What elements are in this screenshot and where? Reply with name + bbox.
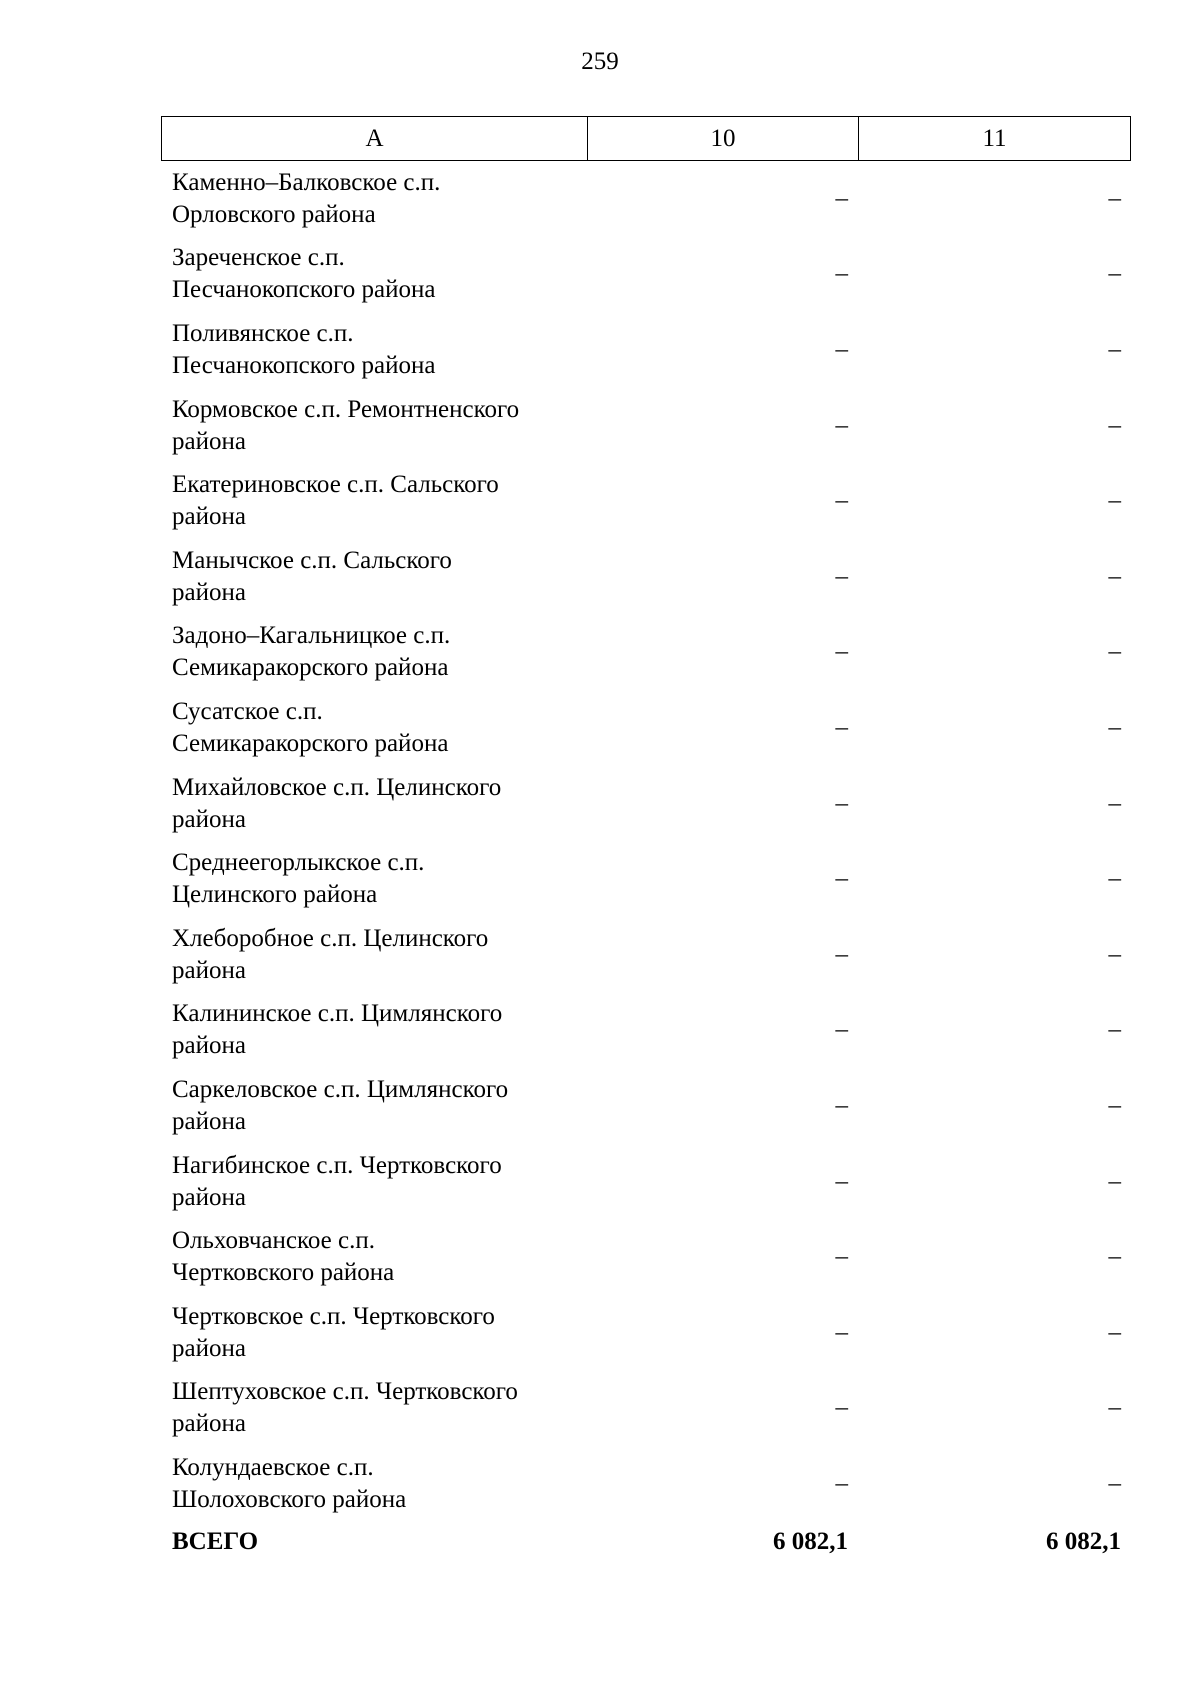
table-row	[161, 463, 1131, 539]
settlement-name-line1: Зареченское с.п.	[172, 244, 345, 272]
settlement-name-line2: района	[172, 578, 246, 606]
value-col-11: –	[1108, 940, 1121, 968]
value-col-11: –	[1108, 1016, 1121, 1044]
value-col-10: –	[835, 1469, 848, 1497]
settlement-name-line1: Сусатское с.п.	[172, 697, 323, 725]
settlement-name-line2: Целинского района	[172, 881, 378, 909]
value-col-10: –	[835, 1016, 848, 1044]
settlement-name	[161, 1452, 587, 1516]
settlement-name	[161, 1376, 587, 1440]
value-col-11: –	[1108, 1167, 1121, 1195]
value-col-10: –	[835, 184, 848, 212]
table-row	[161, 237, 1131, 313]
value-col-10: –	[835, 335, 848, 363]
value-col-10: –	[835, 1091, 848, 1119]
settlement-name-line1: Саркеловское с.п. Цимлянского	[172, 1075, 509, 1103]
settlement-name-line2: Песчанокопского района	[172, 351, 436, 379]
value-col-10: –	[835, 638, 848, 666]
settlement-name	[161, 696, 587, 760]
settlement-name	[161, 545, 587, 609]
table-row	[161, 1219, 1131, 1295]
table-row	[161, 539, 1131, 615]
value-col-11: –	[1108, 1318, 1121, 1346]
settlement-name	[161, 998, 587, 1062]
settlement-name-line2: района	[172, 805, 246, 833]
total-label: ВСЕГО	[172, 1527, 259, 1555]
value-col-11: –	[1108, 1243, 1121, 1271]
value-col-11: –	[1108, 260, 1121, 288]
value-col-11: –	[1108, 1469, 1121, 1497]
settlement-name-line1: Шептуховское с.п. Чертковского	[172, 1378, 518, 1406]
table-row	[161, 841, 1131, 917]
page-number: 259	[581, 48, 619, 75]
value-col-11: –	[1108, 638, 1121, 666]
settlement-name	[161, 1150, 587, 1214]
table-row	[161, 690, 1131, 766]
total-col-11: 6 082,1	[1046, 1527, 1121, 1555]
settlement-name	[161, 772, 587, 836]
table-row	[161, 766, 1131, 842]
table-row	[161, 1144, 1131, 1220]
settlement-name-line1: Колундаевское с.п.	[172, 1453, 374, 1481]
value-col-11: –	[1108, 713, 1121, 741]
settlement-name-line2: района	[172, 956, 246, 984]
table-row	[161, 312, 1131, 388]
table-row	[161, 1371, 1131, 1447]
budget-table	[161, 116, 1131, 1562]
settlement-name-line2: Шолоховского района	[172, 1485, 407, 1513]
settlement-name-line1: Нагибинское с.п. Чертковского	[172, 1151, 502, 1179]
settlement-name-line1: Михайловское с.п. Целинского	[172, 773, 502, 801]
settlement-name-line1: Задоно–Кагальницкое с.п.	[172, 622, 451, 650]
value-col-10: –	[835, 713, 848, 741]
value-col-10: –	[835, 411, 848, 439]
table-row	[161, 615, 1131, 691]
value-col-10: –	[835, 1394, 848, 1422]
settlement-name	[161, 167, 587, 231]
table-row	[161, 161, 1131, 237]
settlement-name	[161, 847, 587, 911]
settlement-name-line2: Чертковского района	[172, 1259, 395, 1287]
header-col-a: А	[162, 117, 588, 160]
settlement-name-line2: района	[172, 1183, 246, 1211]
settlement-name	[161, 1225, 587, 1289]
settlement-name-line1: Кормовское с.п. Ремонтненского	[172, 395, 520, 423]
settlement-name-line2: Семикаракорского района	[172, 654, 449, 682]
settlement-name-line1: Поливянское с.п.	[172, 319, 354, 347]
value-col-10: –	[835, 260, 848, 288]
settlement-name-line2: района	[172, 1032, 246, 1060]
total-col-10: 6 082,1	[773, 1527, 848, 1555]
table-row	[161, 1295, 1131, 1371]
table-row	[161, 388, 1131, 464]
settlement-name	[161, 1074, 587, 1138]
value-col-11: –	[1108, 1091, 1121, 1119]
value-col-11: –	[1108, 487, 1121, 515]
value-col-10: –	[835, 1318, 848, 1346]
value-col-10: –	[835, 487, 848, 515]
settlement-name-line2: района	[172, 503, 246, 531]
settlement-name-line2: района	[172, 1107, 246, 1135]
settlement-name	[161, 318, 587, 382]
value-col-10: –	[835, 1167, 848, 1195]
header-col-10: 10	[588, 117, 859, 160]
settlement-name-line2: района	[172, 1334, 246, 1362]
settlement-name-line1: Хлеборобное с.п. Целинского	[172, 924, 489, 952]
table-row	[161, 1446, 1131, 1522]
value-col-11: –	[1108, 789, 1121, 817]
settlement-name	[161, 620, 587, 684]
settlement-name	[161, 923, 587, 987]
settlement-name	[161, 394, 587, 458]
value-col-10: –	[835, 940, 848, 968]
header-col-11: 11	[982, 124, 1007, 152]
table-header	[161, 116, 1131, 161]
settlement-name-line2: Орловского района	[172, 200, 376, 228]
settlement-name-line1: Каменно–Балковское с.п.	[172, 168, 441, 196]
settlement-name	[161, 469, 587, 533]
table-row	[161, 917, 1131, 993]
settlement-name-line1: Манычское с.п. Сальского	[172, 546, 452, 574]
settlement-name-line1: Среднеегорлыкское с.п.	[172, 849, 425, 877]
value-col-11: –	[1108, 1394, 1121, 1422]
value-col-11: –	[1108, 865, 1121, 893]
value-col-11: –	[1108, 335, 1121, 363]
value-col-11: –	[1108, 184, 1121, 212]
value-col-10: –	[835, 562, 848, 590]
settlement-name-line2: Песчанокопского района	[172, 276, 436, 304]
value-col-11: –	[1108, 562, 1121, 590]
value-col-10: –	[835, 789, 848, 817]
table-row	[161, 993, 1131, 1069]
settlement-name-line2: района	[172, 1410, 246, 1438]
settlement-name-line2: Семикаракорского района	[172, 729, 449, 757]
settlement-name-line1: Чертковское с.п. Чертковского	[172, 1302, 495, 1330]
value-col-10: –	[835, 865, 848, 893]
table-row	[161, 1068, 1131, 1144]
settlement-name-line1: Калининское с.п. Цимлянского	[172, 1000, 503, 1028]
total-row	[161, 1522, 1131, 1562]
settlement-name	[161, 1301, 587, 1365]
value-col-11: –	[1108, 411, 1121, 439]
settlement-name-line1: Екатериновское с.п. Сальского	[172, 471, 499, 499]
settlement-name	[161, 242, 587, 306]
settlement-name-line2: района	[172, 427, 246, 455]
value-col-10: –	[835, 1243, 848, 1271]
settlement-name-line1: Ольховчанское с.п.	[172, 1227, 375, 1255]
table-body	[161, 161, 1131, 1522]
